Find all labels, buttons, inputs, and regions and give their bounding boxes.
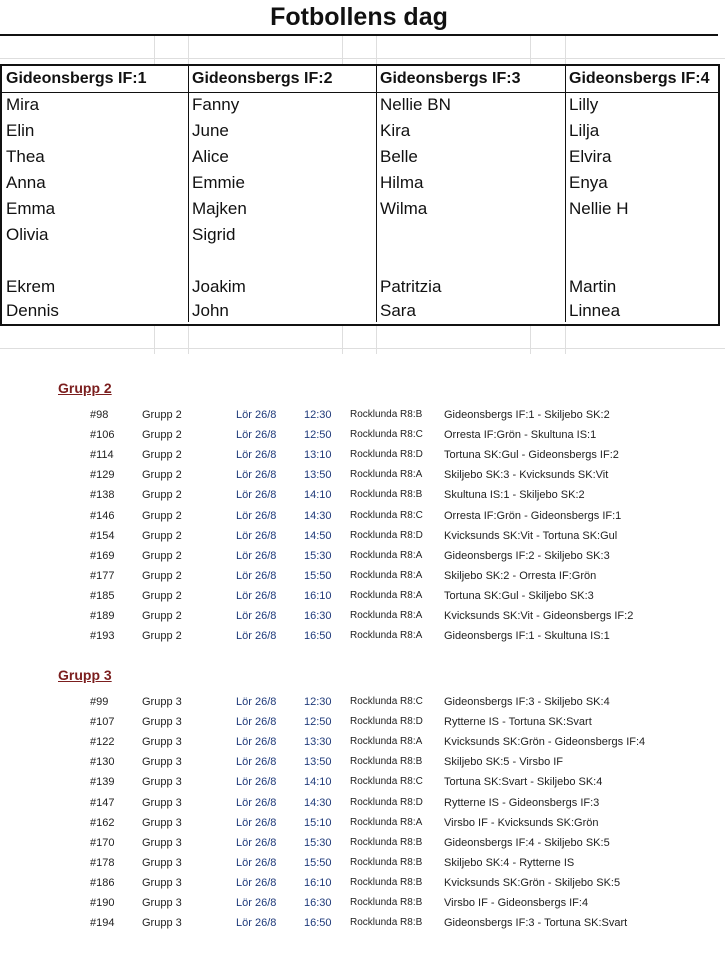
match-teams: Skiljebo SK:3 - Kvicksunds SK:Vit bbox=[444, 469, 609, 482]
match-time: 15:10 bbox=[304, 816, 332, 829]
match-teams: Skiljebo SK:2 - Orresta IF:Grön bbox=[444, 569, 597, 582]
match-day: Lör 26/8 bbox=[236, 897, 277, 909]
match-row bbox=[6, 834, 676, 852]
match-group: Grupp 2 bbox=[142, 630, 182, 643]
match-number: #138 bbox=[90, 489, 115, 502]
match-number: #147 bbox=[90, 796, 115, 809]
match-time: 16:30 bbox=[304, 610, 332, 622]
match-venue: Rocklunda R8:B bbox=[350, 897, 423, 908]
team-row bbox=[2, 248, 718, 274]
team-header-row bbox=[2, 66, 718, 93]
match-number: #129 bbox=[90, 469, 115, 482]
match-time: 13:50 bbox=[304, 756, 332, 769]
match-number: #186 bbox=[90, 876, 115, 889]
match-venue: Rocklunda R8:B bbox=[350, 836, 423, 848]
player-cell[interactable]: Hilma bbox=[380, 173, 424, 192]
match-day: Lör 26/8 bbox=[236, 816, 277, 829]
player-cell[interactable]: Thea bbox=[6, 147, 45, 166]
match-group: Grupp 3 bbox=[142, 856, 182, 869]
match-number: #139 bbox=[90, 776, 115, 789]
match-time: 13:30 bbox=[304, 736, 332, 749]
match-day: Lör 26/8 bbox=[236, 630, 277, 643]
coach-cell[interactable]: Sara bbox=[380, 301, 416, 320]
match-day: Lör 26/8 bbox=[236, 696, 277, 708]
match-row bbox=[6, 627, 676, 645]
player-cell[interactable]: Fanny bbox=[192, 95, 240, 114]
match-time: 16:10 bbox=[304, 876, 332, 889]
match-day: Lör 26/8 bbox=[236, 917, 277, 930]
player-cell[interactable]: Wilma bbox=[380, 199, 428, 218]
match-venue: Rocklunda R8:B bbox=[350, 856, 423, 868]
match-group: Grupp 2 bbox=[142, 469, 182, 482]
match-number: #170 bbox=[90, 836, 115, 849]
match-day: Lör 26/8 bbox=[236, 569, 277, 582]
team-row bbox=[2, 298, 718, 324]
player-cell[interactable]: Emmie bbox=[192, 173, 245, 192]
match-row bbox=[6, 567, 676, 585]
match-number: #194 bbox=[90, 917, 115, 930]
match-number: #114 bbox=[90, 449, 114, 462]
match-venue: Rocklunda R8:D bbox=[350, 796, 423, 808]
match-day: Lör 26/8 bbox=[236, 589, 277, 602]
match-number: #154 bbox=[90, 529, 115, 542]
match-venue: Rocklunda R8:A bbox=[350, 549, 423, 561]
match-venue: Rocklunda R8:B bbox=[350, 876, 423, 888]
match-day: Lör 26/8 bbox=[236, 409, 277, 421]
player-cell[interactable]: Lilly bbox=[569, 95, 599, 114]
match-time: 14:30 bbox=[304, 509, 332, 522]
match-row bbox=[6, 426, 676, 444]
match-venue: Rocklunda R8:A bbox=[350, 816, 423, 828]
match-venue: Rocklunda R8:B bbox=[350, 409, 423, 420]
match-day: Lör 26/8 bbox=[236, 856, 277, 869]
match-teams: Gideonsbergs IF:3 - Skiljebo SK:4 bbox=[444, 696, 610, 708]
match-group: Grupp 3 bbox=[142, 876, 182, 889]
match-number: #169 bbox=[90, 549, 115, 562]
coach-cell[interactable]: Dennis bbox=[6, 301, 59, 320]
match-time: 16:30 bbox=[304, 897, 332, 909]
match-teams: Gideonsbergs IF:1 - Skiljebo SK:2 bbox=[444, 409, 610, 421]
match-group: Grupp 2 bbox=[142, 569, 182, 582]
team-header[interactable]: Gideonsbergs IF:3 bbox=[380, 70, 521, 87]
match-group: Grupp 2 bbox=[142, 489, 182, 502]
match-row bbox=[6, 914, 676, 932]
match-time: 16:10 bbox=[304, 589, 332, 602]
match-day: Lör 26/8 bbox=[236, 776, 277, 789]
match-number: #162 bbox=[90, 816, 115, 829]
player-cell[interactable]: Belle bbox=[380, 147, 418, 166]
match-day: Lör 26/8 bbox=[236, 509, 277, 522]
group-title: Grupp 3 bbox=[58, 667, 112, 683]
match-row bbox=[6, 753, 676, 771]
gridline bbox=[376, 324, 377, 354]
match-group: Grupp 3 bbox=[142, 816, 182, 829]
match-venue: Rocklunda R8:A bbox=[350, 610, 423, 621]
match-row bbox=[6, 547, 676, 565]
match-row bbox=[6, 406, 676, 424]
match-number: #177 bbox=[90, 569, 115, 582]
match-group: Grupp 3 bbox=[142, 836, 182, 849]
match-group: Grupp 3 bbox=[142, 897, 182, 909]
match-teams: Virsbo IF - Kvicksunds SK:Grön bbox=[444, 816, 599, 829]
match-number: #122 bbox=[90, 736, 115, 749]
match-group: Grupp 3 bbox=[142, 736, 182, 749]
match-day: Lör 26/8 bbox=[236, 736, 277, 749]
match-number: #185 bbox=[90, 589, 115, 602]
gridline bbox=[188, 324, 189, 354]
player-cell[interactable]: Majken bbox=[192, 199, 247, 218]
match-row bbox=[6, 527, 676, 545]
match-row bbox=[6, 854, 676, 872]
match-venue: Rocklunda R8:D bbox=[350, 449, 423, 461]
player-cell[interactable]: Nellie H bbox=[569, 199, 629, 218]
coach-cell[interactable]: Martin bbox=[569, 277, 617, 296]
player-cell[interactable]: Alice bbox=[192, 147, 229, 166]
match-day: Lör 26/8 bbox=[236, 610, 277, 622]
match-time: 14:10 bbox=[304, 489, 332, 502]
gridline bbox=[376, 36, 377, 64]
coach-cell[interactable]: Ekrem bbox=[6, 277, 56, 296]
match-number: #130 bbox=[90, 756, 115, 769]
match-time: 14:50 bbox=[304, 529, 332, 542]
match-venue: Rocklunda R8:C bbox=[350, 429, 423, 441]
match-row bbox=[6, 446, 676, 464]
match-venue: Rocklunda R8:C bbox=[350, 696, 423, 707]
match-teams: Skiljebo SK:4 - Rytterne IS bbox=[444, 856, 575, 869]
player-cell[interactable]: Sigrid bbox=[192, 225, 236, 244]
match-day: Lör 26/8 bbox=[236, 796, 277, 809]
match-time: 12:30 bbox=[304, 696, 332, 708]
player-cell[interactable]: Elin bbox=[6, 121, 35, 140]
match-time: 15:50 bbox=[304, 569, 332, 582]
match-time: 15:50 bbox=[304, 856, 332, 869]
match-venue: Rocklunda R8:D bbox=[350, 529, 423, 541]
match-teams: Rytterne IS - Gideonsbergs IF:3 bbox=[444, 796, 600, 809]
match-row bbox=[6, 874, 676, 892]
match-number: #193 bbox=[90, 630, 115, 643]
match-row bbox=[6, 486, 676, 504]
match-number: #146 bbox=[90, 509, 115, 522]
match-teams: Rytterne IS - Tortuna SK:Svart bbox=[444, 716, 592, 729]
match-teams: Kvicksunds SK:Vit - Tortuna SK:Gul bbox=[444, 529, 618, 542]
match-row bbox=[6, 814, 676, 832]
match-group: Grupp 2 bbox=[142, 409, 182, 421]
match-group: Grupp 3 bbox=[142, 756, 182, 769]
player-cell[interactable]: Lilja bbox=[569, 121, 600, 140]
player-cell[interactable]: June bbox=[192, 121, 229, 140]
match-time: 15:30 bbox=[304, 549, 332, 562]
match-group: Grupp 3 bbox=[142, 776, 182, 789]
match-schedule bbox=[6, 356, 676, 956]
match-day: Lör 26/8 bbox=[236, 529, 277, 542]
team-row bbox=[2, 144, 718, 170]
match-number: #99 bbox=[90, 696, 109, 708]
page-title: Fotbollens dag bbox=[0, 0, 718, 36]
match-venue: Rocklunda R8:C bbox=[350, 509, 423, 521]
gridline bbox=[0, 58, 725, 59]
player-cell[interactable]: Emma bbox=[6, 199, 56, 218]
match-group: Grupp 2 bbox=[142, 509, 182, 522]
match-venue: Rocklunda R8:A bbox=[350, 469, 423, 481]
player-cell[interactable]: Olivia bbox=[6, 225, 49, 244]
gridline bbox=[0, 348, 725, 349]
match-teams: Kvicksunds SK:Grön - Skiljebo SK:5 bbox=[444, 876, 621, 889]
gridline bbox=[342, 324, 343, 354]
match-row bbox=[6, 607, 676, 625]
match-time: 12:50 bbox=[304, 716, 332, 729]
gridline bbox=[188, 36, 189, 64]
gridline bbox=[565, 324, 566, 354]
player-cell[interactable]: Elvira bbox=[569, 147, 612, 166]
match-row bbox=[6, 693, 676, 711]
match-group: Grupp 3 bbox=[142, 796, 182, 809]
match-group: Grupp 3 bbox=[142, 917, 182, 930]
match-venue: Rocklunda R8:A bbox=[350, 630, 423, 642]
match-time: 15:30 bbox=[304, 836, 332, 849]
gridline bbox=[530, 324, 531, 354]
match-row bbox=[6, 507, 676, 525]
match-time: 12:30 bbox=[304, 409, 332, 421]
gridline bbox=[565, 36, 566, 64]
match-number: #98 bbox=[90, 409, 109, 421]
match-time: 16:50 bbox=[304, 917, 332, 930]
match-day: Lör 26/8 bbox=[236, 549, 277, 562]
match-teams: Tortuna SK:Gul - Skiljebo SK:3 bbox=[444, 589, 594, 602]
match-number: #106 bbox=[90, 429, 115, 442]
coach-cell[interactable]: Linnea bbox=[569, 301, 621, 320]
match-day: Lör 26/8 bbox=[236, 449, 277, 462]
gridline bbox=[342, 36, 343, 64]
match-venue: Rocklunda R8:D bbox=[350, 716, 423, 728]
group-title: Grupp 2 bbox=[58, 380, 112, 396]
match-row bbox=[6, 794, 676, 812]
match-venue: Rocklunda R8:C bbox=[350, 776, 423, 788]
match-group: Grupp 2 bbox=[142, 529, 182, 542]
match-day: Lör 26/8 bbox=[236, 756, 277, 769]
match-teams: Gideonsbergs IF:1 - Skultuna IS:1 bbox=[444, 630, 610, 643]
match-venue: Rocklunda R8:B bbox=[350, 489, 423, 501]
match-venue: Rocklunda R8:B bbox=[350, 917, 423, 929]
match-number: #190 bbox=[90, 897, 115, 909]
player-cell[interactable]: Mira bbox=[6, 95, 40, 114]
team-row bbox=[2, 196, 718, 222]
match-teams: Kvicksunds SK:Vit - Gideonsbergs IF:2 bbox=[444, 610, 634, 622]
match-row bbox=[6, 733, 676, 751]
match-venue: Rocklunda R8:A bbox=[350, 589, 423, 601]
team-header[interactable]: Gideonsbergs IF:2 bbox=[192, 70, 333, 87]
team-row bbox=[2, 274, 718, 300]
player-cell[interactable]: Enya bbox=[569, 173, 608, 192]
team-row bbox=[2, 170, 718, 196]
match-group: Grupp 2 bbox=[142, 589, 182, 602]
match-day: Lör 26/8 bbox=[236, 876, 277, 889]
team-row bbox=[2, 222, 718, 248]
match-time: 14:10 bbox=[304, 776, 332, 789]
match-group: Grupp 2 bbox=[142, 449, 182, 462]
coach-cell[interactable]: Joakim bbox=[192, 277, 246, 296]
match-teams: Gideonsbergs IF:2 - Skiljebo SK:3 bbox=[444, 549, 610, 562]
match-time: 13:10 bbox=[304, 449, 332, 462]
gridline bbox=[154, 36, 155, 64]
match-venue: Rocklunda R8:A bbox=[350, 736, 423, 748]
match-teams: Gideonsbergs IF:3 - Tortuna SK:Svart bbox=[444, 917, 628, 930]
match-row bbox=[6, 466, 676, 484]
match-group: Grupp 3 bbox=[142, 716, 182, 729]
team-row bbox=[2, 92, 718, 118]
match-row bbox=[6, 894, 676, 912]
coach-cell[interactable]: Patritzia bbox=[380, 277, 442, 296]
match-day: Lör 26/8 bbox=[236, 836, 277, 849]
team-header[interactable]: Gideonsbergs IF:4 bbox=[569, 70, 710, 87]
match-day: Lör 26/8 bbox=[236, 469, 277, 482]
match-number: #178 bbox=[90, 856, 115, 869]
player-cell[interactable]: Nellie BN bbox=[380, 95, 451, 114]
match-day: Lör 26/8 bbox=[236, 716, 277, 729]
coach-cell[interactable]: John bbox=[192, 301, 229, 320]
gridline bbox=[154, 324, 155, 354]
match-day: Lör 26/8 bbox=[236, 429, 277, 442]
match-row bbox=[6, 587, 676, 605]
match-group: Grupp 2 bbox=[142, 429, 182, 442]
match-venue: Rocklunda R8:B bbox=[350, 756, 423, 768]
team-header[interactable]: Gideonsbergs IF:1 bbox=[6, 70, 147, 87]
match-venue: Rocklunda R8:A bbox=[350, 569, 423, 581]
gridline bbox=[530, 36, 531, 64]
match-group: Grupp 3 bbox=[142, 696, 182, 708]
player-cell[interactable]: Kira bbox=[380, 121, 411, 140]
match-row bbox=[6, 773, 676, 791]
match-time: 14:30 bbox=[304, 796, 332, 809]
match-teams: Virsbo IF - Gideonsbergs IF:4 bbox=[444, 897, 589, 909]
match-number: #107 bbox=[90, 716, 115, 729]
match-number: #189 bbox=[90, 610, 115, 622]
match-teams: Orresta IF:Grön - Gideonsbergs IF:1 bbox=[444, 509, 622, 522]
match-time: 16:50 bbox=[304, 630, 332, 643]
match-time: 12:50 bbox=[304, 429, 332, 442]
match-teams: Tortuna SK:Gul - Gideonsbergs IF:2 bbox=[444, 449, 619, 462]
match-teams: Skultuna IS:1 - Skiljebo SK:2 bbox=[444, 489, 585, 502]
match-teams: Gideonsbergs IF:4 - Skiljebo SK:5 bbox=[444, 836, 610, 849]
match-row bbox=[6, 713, 676, 731]
match-day: Lör 26/8 bbox=[236, 489, 277, 502]
match-teams: Kvicksunds SK:Grön - Gideonsbergs IF:4 bbox=[444, 736, 646, 749]
match-teams: Orresta IF:Grön - Skultuna IS:1 bbox=[444, 429, 597, 442]
match-teams: Skiljebo SK:5 - Virsbo IF bbox=[444, 756, 564, 769]
match-teams: Tortuna SK:Svart - Skiljebo SK:4 bbox=[444, 776, 603, 789]
match-group: Grupp 2 bbox=[142, 549, 182, 562]
player-cell[interactable]: Anna bbox=[6, 173, 46, 192]
match-time: 13:50 bbox=[304, 469, 332, 482]
match-group: Grupp 2 bbox=[142, 610, 182, 622]
team-row bbox=[2, 118, 718, 144]
